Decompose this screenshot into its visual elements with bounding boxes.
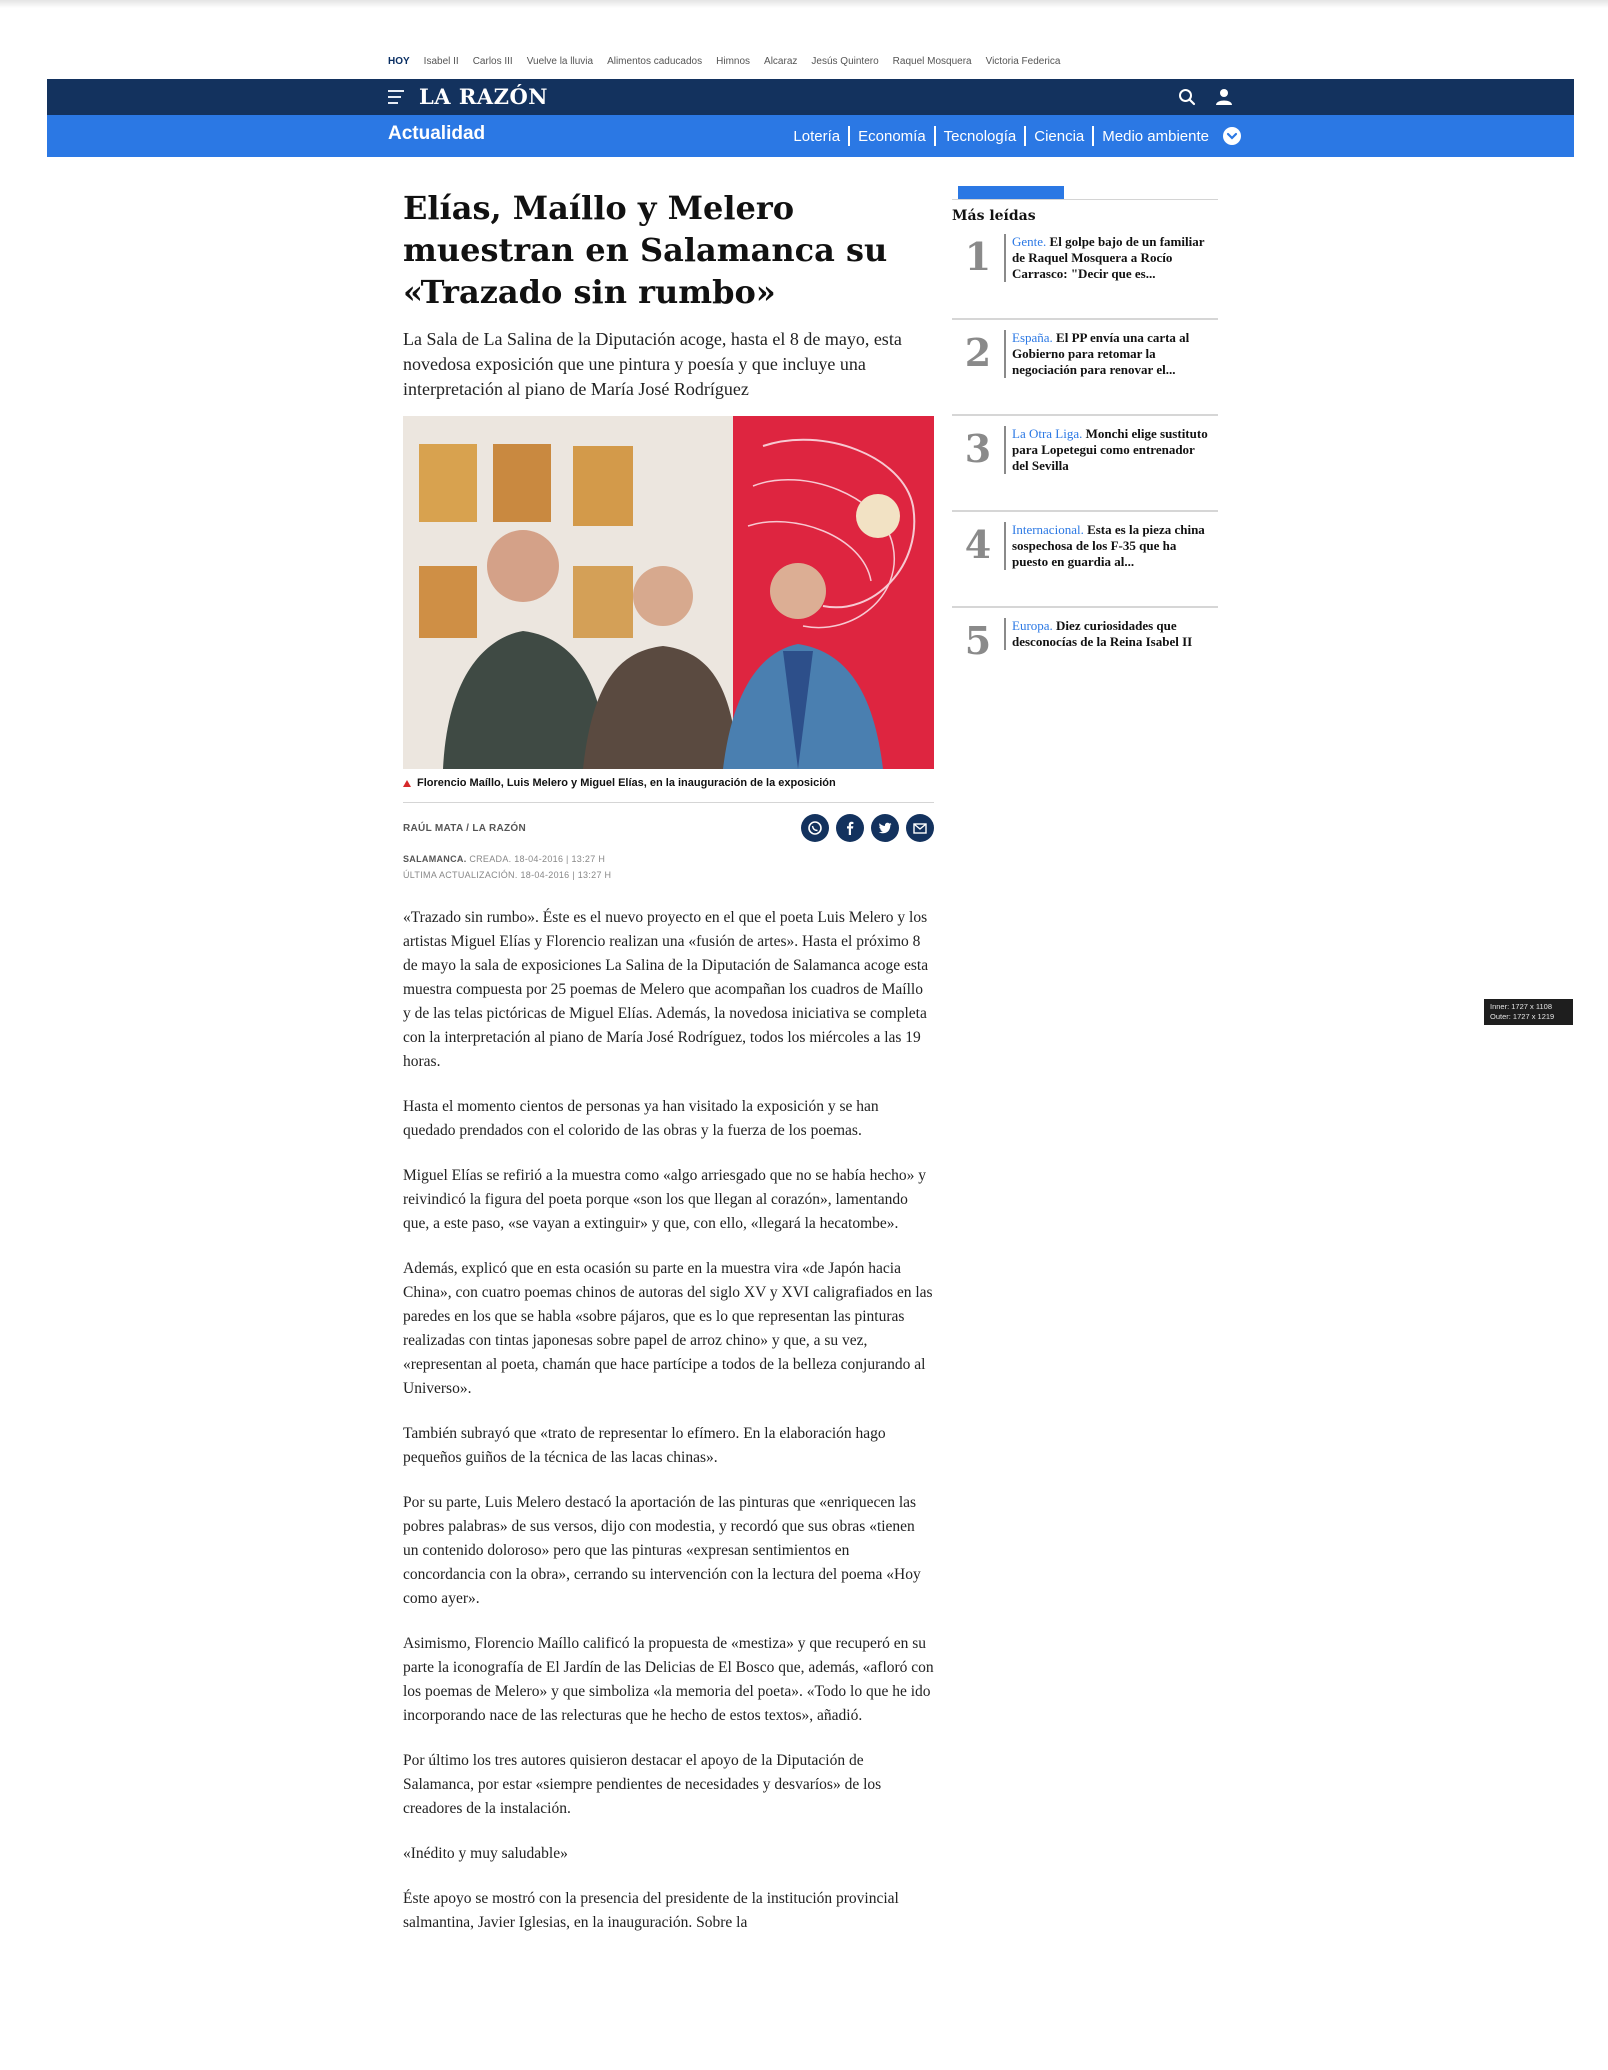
article-paragraph: Asimismo, Florencio Maíllo calificó la propuesta de «mestiza» y que recuperó en su parte la iconografía de El Jardín de las Delicias de El Bosco que, además, «afloró con los poemas de Melero» y que simboliza «la memoria del poeta». «Todo lo que he ido incorporando nace de las relecturas que he hecho de estos textos», añadió.	[403, 1635, 934, 1724]
created-date: CREADA. 18-04-2016 | 13:27 H	[469, 854, 606, 864]
article-paragraph: «Trazado sin rumbo». Éste es el nuevo proyecto en el que el poeta Luis Melero y los artistas Miguel Elías y Florencio realizan una «fusión de artes». Hasta el próximo 8 de mayo la sala de exposiciones La Salina de la Diputación de Salamanca acoge esta muestra compuesta por 25 poemas de Melero que acompañan los cuadros de Maíllo y de las telas pictóricas de Miguel Elías. Además, la novedosa iniciativa se completa con la interpretación al piano de María José Rodríguez, todos los miércoles a las 19 horas.	[403, 909, 929, 1070]
article-photo[interactable]	[403, 416, 934, 769]
site-header	[47, 79, 1574, 115]
most-read-item[interactable]	[952, 224, 1218, 320]
trending-link[interactable]: Alcaraz	[764, 56, 798, 67]
rank-number: 3	[964, 426, 992, 471]
menu-icon[interactable]	[388, 90, 404, 104]
updated-date: ÚLTIMA ACTUALIZACIÓN. 18-04-2016 | 13:27 H	[403, 870, 612, 880]
article-paragraph: Además, explicó que en esta ocasión su parte en la muestra vira «de Japón hacia China», con cuatro poemas chinos de autoras del siglo XV y XVI caligrafiados en las paredes en los que se habla «sobre pájaros, que es lo que representan las pinturas realizadas con tintas japonesas sobre papel de arroz chino» y que, a su vez, «representan al poeta, chamán que hace partícipe a todos de la belleza conjurando al Universo».	[403, 1260, 933, 1397]
chevron-down-icon[interactable]	[1223, 127, 1241, 145]
most-read-link[interactable]	[1004, 618, 1212, 650]
most-read-link[interactable]	[1004, 234, 1212, 282]
rank-number: 5	[964, 618, 992, 663]
trending-link[interactable]: HOY	[388, 56, 410, 67]
section-nav-item[interactable]: Lotería	[793, 127, 841, 145]
author-byline[interactable]: RAÚL MATA / LA RAZÓN	[403, 822, 527, 834]
rank-number: 2	[964, 330, 992, 375]
nav-divider	[1092, 126, 1094, 146]
divider	[403, 802, 934, 803]
item-category[interactable]: Internacional.	[1012, 522, 1084, 537]
photo-caption	[403, 777, 934, 789]
trending-link[interactable]: Carlos III	[472, 56, 513, 67]
browser-top-shadow	[0, 0, 1608, 8]
article-body	[403, 906, 934, 1935]
article-headline: Elías, Maíllo y Melero muestran en Salamanca su «Trazado sin rumbo»	[403, 189, 888, 311]
inner-size: Inner: 1727 x 1108	[1490, 1002, 1552, 1011]
section-nav	[793, 126, 1241, 146]
item-title[interactable]: El golpe bajo de un familiar de Raquel Mosquera a Rocío Carrasco: "Decir que es...	[1012, 234, 1205, 281]
article-paragraph: Éste apoyo se mostró con la presencia del presidente de la institución provincial salmantina, Javier Iglesias, en la inauguración. Sobre la	[403, 1890, 899, 1931]
article-paragraph: También subrayó que «trato de representar lo efímero. En la elaboración hago pequeños guiños de la técnica de las lacas chinas».	[403, 1425, 886, 1466]
article-subhead: La Sala de La Salina de la Diputación acoge, hasta el 8 de mayo, esta novedosa exposición que une pintura y poesía y que incluye una interpretación al piano de María José Rodríguez	[403, 329, 902, 399]
sidebar-accent-bar	[958, 186, 1064, 199]
most-read-link[interactable]	[1004, 330, 1212, 378]
item-category[interactable]: Europa.	[1012, 618, 1053, 633]
article-paragraph: Hasta el momento cientos de personas ya han visitado la exposición y se han quedado prendados con el colorido de las obras y la fuerza de los poemas.	[403, 1098, 879, 1139]
item-category[interactable]: España.	[1012, 330, 1053, 345]
twitter-icon[interactable]	[871, 814, 899, 842]
most-read-link[interactable]	[1004, 426, 1212, 474]
sidebar-title: Más leídas	[952, 208, 1036, 224]
trending-link[interactable]: Alimentos caducados	[607, 56, 703, 67]
article-paragraph: Por último los tres autores quisieron destacar el apoyo de la Diputación de Salamanca, por estar «siempre pendientes de necesidades y desvaríos» de los creadores de la instalación.	[403, 1752, 882, 1817]
section-title[interactable]: Actualidad	[388, 123, 486, 144]
share-buttons	[801, 814, 934, 842]
nav-divider	[848, 126, 850, 146]
trending-link[interactable]: Vuelve la lluvia	[526, 56, 594, 67]
item-category[interactable]: La Otra Liga.	[1012, 426, 1083, 441]
section-bar	[47, 115, 1574, 157]
search-icon[interactable]	[1177, 87, 1197, 107]
most-read-link[interactable]	[1004, 522, 1212, 570]
trending-link[interactable]: Raquel Mosquera	[892, 56, 972, 67]
section-nav-item[interactable]: Economía	[858, 127, 926, 145]
article-dates	[403, 851, 934, 883]
rank-number: 1	[964, 234, 992, 279]
rank-number: 4	[964, 522, 992, 567]
window-size-overlay	[1484, 999, 1573, 1025]
trending-bar	[388, 56, 1060, 67]
most-read-sidebar	[952, 186, 1218, 704]
nav-divider	[934, 126, 936, 146]
byline-row	[403, 813, 934, 843]
nav-divider	[1024, 126, 1026, 146]
trending-link[interactable]: Victoria Federica	[985, 56, 1061, 67]
trending-link[interactable]: Jesús Quintero	[811, 56, 879, 67]
trending-link[interactable]: Isabel II	[423, 56, 459, 67]
caption-text: Florencio Maíllo, Luis Melero y Miguel Elías, en la inauguración de la exposición	[417, 777, 836, 789]
location: SALAMANCA.	[403, 854, 467, 864]
facebook-icon[interactable]	[836, 814, 864, 842]
site-logo[interactable]: LA RAZÓN	[419, 84, 548, 109]
article	[403, 187, 934, 1956]
whatsapp-icon[interactable]	[801, 814, 829, 842]
section-nav-item[interactable]: Tecnología	[943, 127, 1017, 145]
email-icon[interactable]	[906, 814, 934, 842]
most-read-item[interactable]	[952, 608, 1218, 704]
section-nav-item[interactable]: Ciencia	[1034, 127, 1085, 145]
item-title[interactable]: Esta es la pieza china sospechosa de los F-35 que ha puesto en guardia al...	[1012, 522, 1205, 569]
caption-triangle-icon	[403, 780, 411, 787]
most-read-item[interactable]	[952, 320, 1218, 416]
article-subheading: «Inédito y muy saludable»	[403, 1845, 568, 1862]
item-title[interactable]: Diez curiosidades que desconocías de la Reina Isabel II	[1012, 618, 1193, 649]
section-nav-item[interactable]: Medio ambiente	[1102, 127, 1209, 145]
outer-size: Outer: 1727 x 1219	[1490, 1012, 1555, 1021]
most-read-item[interactable]	[952, 512, 1218, 608]
item-title[interactable]: El PP envía una carta al Gobierno para retomar la negociación para renovar el...	[1012, 330, 1190, 377]
user-icon[interactable]	[1214, 87, 1234, 107]
most-read-item[interactable]	[952, 416, 1218, 512]
article-paragraph: Por su parte, Luis Melero destacó la aportación de las pinturas que «enriquecen las pobres palabras» de sus versos, dijo con modestia, y recordó que sus obras «tienen un contenido doloroso» pero que las pinturas «expresan sentimientos en concordancia con la obra», cerrando su intervención con la lectura del poema «Hoy como ayer».	[403, 1494, 921, 1607]
trending-link[interactable]: Himnos	[716, 56, 751, 67]
item-title[interactable]: Monchi elige sustituto para Lopetegui como entrenador del Sevilla	[1012, 426, 1208, 473]
article-paragraph: Miguel Elías se refirió a la muestra como «algo arriesgado que no se había hecho» y reivindicó la figura del poeta porque «son los que llegan al corazón», lamentando que, a este paso, «se vayan a extinguir» y que, con ello, «llegará la hecatombe».	[403, 1167, 926, 1232]
item-category[interactable]: Gente.	[1012, 234, 1047, 249]
sidebar-top-rule	[952, 186, 1218, 200]
